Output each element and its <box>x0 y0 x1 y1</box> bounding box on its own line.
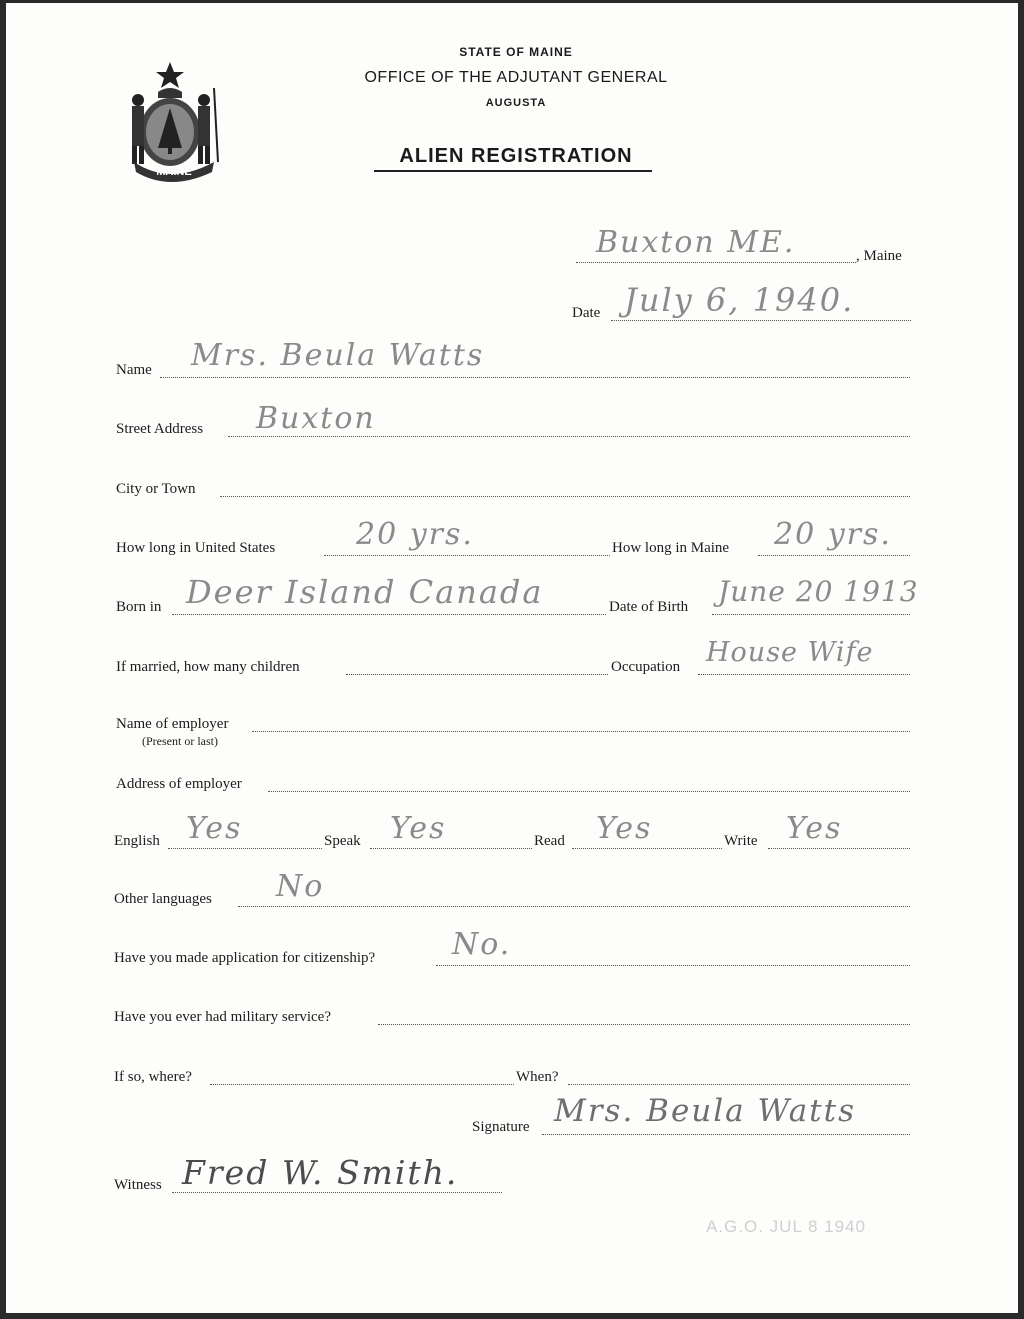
employer-address-label: Address of employer <box>116 776 242 792</box>
date-of-birth-line <box>712 614 910 615</box>
street-address-line <box>228 436 910 437</box>
name-value: Mrs. Beula Watts <box>191 338 485 373</box>
born-in-value: Deer Island Canada <box>186 573 544 611</box>
date-value: July 6, 1940. <box>624 281 855 319</box>
speak-line <box>370 848 532 849</box>
street-address-label: Street Address <box>116 421 204 437</box>
date-line <box>611 320 911 321</box>
occupation-line <box>698 674 910 675</box>
city-heading: AUGUSTA <box>485 97 547 109</box>
maine-label: , Maine <box>856 248 902 264</box>
place-value: Buxton ME. <box>596 225 796 260</box>
english-value: Yes <box>186 811 243 846</box>
signature-line <box>542 1134 910 1135</box>
speak-label: Speak <box>324 833 361 849</box>
signature-value: Mrs. Beula Watts <box>554 1093 856 1129</box>
form-sheet <box>6 3 1018 1313</box>
employer-name-label: Name of employer <box>116 716 229 732</box>
witness-label: Witness <box>114 1177 162 1193</box>
where-label: If so, where? <box>114 1069 192 1085</box>
place-line <box>576 262 856 263</box>
where-line <box>210 1084 514 1085</box>
how-long-maine-value: 20 yrs. <box>774 517 892 552</box>
occupation-value: House Wife <box>706 637 874 668</box>
street-address-value: Buxton <box>256 401 376 436</box>
how-long-us-label: How long in United States <box>116 540 276 556</box>
citizenship-line <box>436 965 910 966</box>
children-line <box>346 674 608 675</box>
other-languages-label: Other languages <box>114 891 212 907</box>
received-stamp: A.G.O. JUL 8 1940 <box>706 1217 866 1236</box>
city-or-town-line <box>220 496 910 497</box>
citizenship-value: No. <box>452 927 512 962</box>
military-line <box>378 1024 910 1025</box>
employer-address-line <box>268 791 910 792</box>
children-label: If married, how many children <box>116 659 300 675</box>
military-label: Have you ever had military service? <box>114 1009 331 1025</box>
date-of-birth-value: June 20 1913 <box>718 575 919 608</box>
maine-state-seal-icon <box>118 58 230 183</box>
speak-value: Yes <box>390 811 447 846</box>
occupation-label: Occupation <box>611 659 681 675</box>
employer-name-line <box>252 731 910 732</box>
english-label: English <box>114 833 160 849</box>
state-heading: STATE OF MAINE <box>459 45 573 59</box>
born-in-label: Born in <box>116 599 162 615</box>
write-line <box>768 848 910 849</box>
born-in-line <box>172 614 606 615</box>
name-line <box>160 377 910 378</box>
how-long-maine-label: How long in Maine <box>612 540 730 556</box>
read-line <box>572 848 722 849</box>
how-long-us-value: 20 yrs. <box>356 517 474 552</box>
citizenship-label: Have you made application for citizenship? <box>114 950 376 966</box>
title-underline <box>374 170 652 172</box>
witness-value: Fred W. Smith. <box>182 1153 459 1192</box>
read-label: Read <box>534 833 565 849</box>
when-label: When? <box>516 1069 559 1085</box>
other-languages-line <box>238 906 910 907</box>
write-label: Write <box>724 833 758 849</box>
form-title: ALIEN REGISTRATION <box>399 145 633 167</box>
when-line <box>568 1084 910 1085</box>
name-label: Name <box>116 362 152 378</box>
how-long-maine-line <box>758 555 910 556</box>
date-of-birth-label: Date of Birth <box>609 599 689 615</box>
how-long-us-line <box>324 555 610 556</box>
date-label: Date <box>572 305 601 321</box>
write-value: Yes <box>786 811 843 846</box>
english-line <box>168 848 322 849</box>
read-value: Yes <box>596 811 653 846</box>
city-or-town-label: City or Town <box>116 481 196 497</box>
svg-text:MAINE: MAINE <box>156 166 192 178</box>
employer-name-sublabel: (Present or last) <box>142 734 218 748</box>
other-languages-value: No <box>276 869 325 904</box>
signature-label: Signature <box>472 1119 530 1135</box>
office-heading: OFFICE OF THE ADJUTANT GENERAL <box>364 69 668 86</box>
witness-line <box>172 1192 502 1193</box>
